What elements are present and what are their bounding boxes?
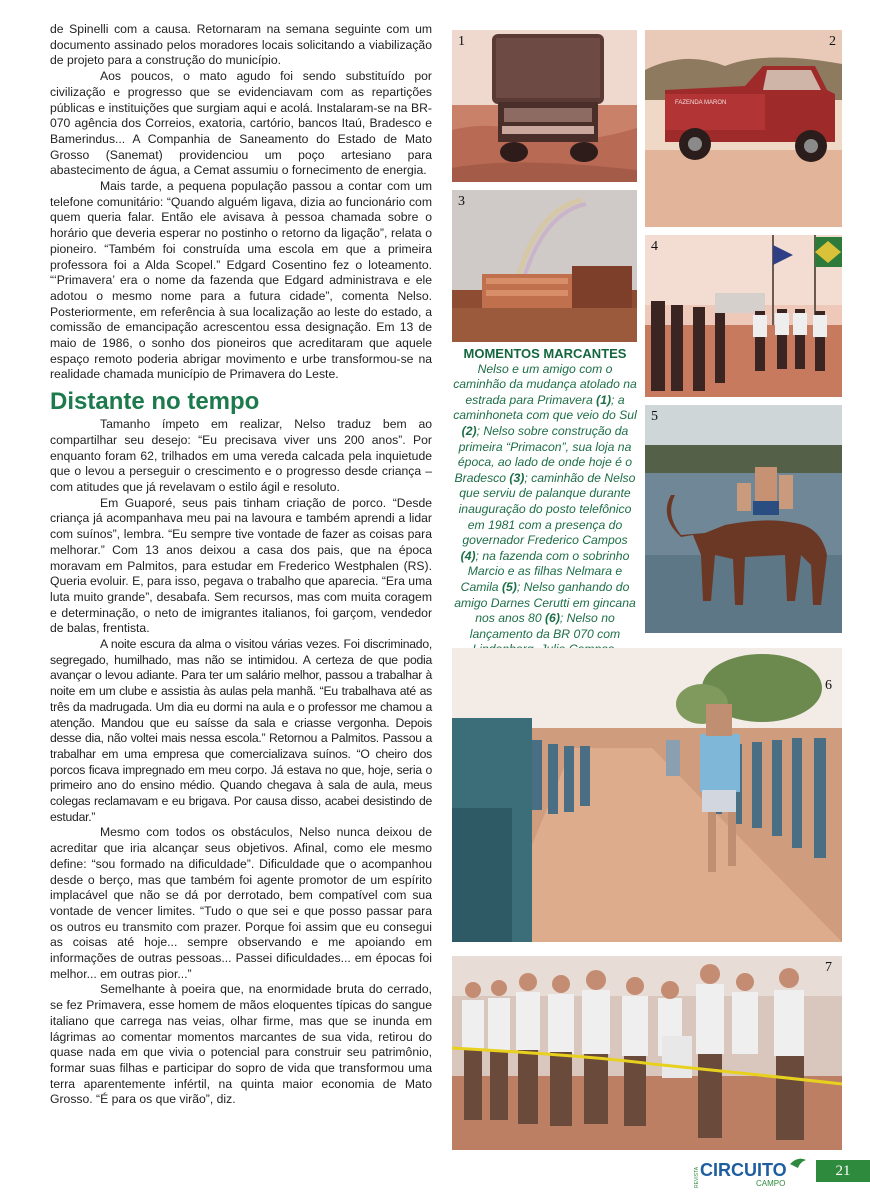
caption-text: ; Nelso sobre construção da primeira “Primacon”, sua loja na época, ao lado de onde hoje é o Bradesco [454, 423, 633, 485]
caption-title: MOMENTOS MARCANTES [463, 346, 627, 361]
photo-number: 4 [651, 239, 658, 254]
caption-text: ; Nelso no lançamento da BR 070 com [469, 611, 621, 641]
paragraph: Tamanho ímpeto em realizar, Nelso traduz bem ao compartilhar seu desejo: “Eu precisava viver uns 200 anos”. Por enquanto foram 62, trilhados em uma vereda calcada pela inquietude que o levou a perseguir o crescimento e o progresso desde criança – com atitudes que já revelavam o estilo ágil e resoluto. [50, 417, 432, 494]
photo-number: 6 [825, 678, 832, 693]
photo-number: 1 [458, 34, 465, 49]
truck-door-text: FAZENDA MARON [675, 100, 727, 106]
photo-number: 7 [825, 960, 832, 975]
photo-6-race [452, 648, 842, 942]
caption-ref: (6) [545, 611, 560, 626]
photo-number: 5 [651, 409, 658, 424]
logo-small-text: REVISTA [694, 1166, 700, 1188]
caption-ref: (5) [501, 579, 517, 594]
photo-number: 2 [829, 34, 836, 49]
caption-ref: (1) [596, 392, 612, 407]
photo-4-ceremony [645, 235, 842, 397]
paragraph: Semelhante à poeira que, na enormidade bruta do cerrado, se fez Primavera, esse homem de mãos eloquentes típicas do sangue italiano que carrega nas veias, olhar firme, mas que se inunda em lágrimas ao comentar momentos marcantes de sua vida, retirou do quase nada em que vivia o potencial para construir seu patrimônio, formar suas filhas e participar do sopro de vida que transformou uma terra aparentemente infértil, na quinta maior economia de Mato Grosso. “É para os que virão”, diz. [50, 982, 432, 1107]
photo-3-image [452, 190, 637, 342]
paragraph: Mesmo com todos os obstáculos, Nelso nunca deixou de acreditar que iria alcançar seus objetivos. Afinal, como ele mesmo define: “sou formado na dificuldade”. Dificuldade que o acompanhou desde o berço, mas que também foi agente promotor de um espírito implacável que não se dá por derrotado, bem compatível com sua vontade de vencer limites. “Tudo o que sei e que posso passar para os outros eu transmito com prazer. Porque foi assim que eu consegui as coisas até hoje... sempre observando e me apoiando em informações de outras pessoas... Passei dificuldades... em épocas foi melhor... em outras pior...” [50, 825, 432, 981]
photo-2-pickup [645, 30, 842, 227]
caption-text: ; a caminhoneta com que veio do Sul [453, 392, 637, 423]
caption-ref: (2) [461, 423, 477, 438]
paragraph: A noite escura da alma o visitou várias vezes. Foi discriminado, segregado, humilhado, mas não se intimidou. A certeza de que podia avançar o levou adiante. Para ter um salário melhor, passou a trabalhar à noite em um clube e assistia às aulas pela manhã. “Eu trabalhava até as três da madrugada. Um dia eu dormi na aula e o professor me chamou a atenção. Mandou que eu saísse da sala e criasse vergonha. Depois desse dia, não voltei mais nessa escola.” Retornou a Palmitos. Passou a trabalhar em uma empresa que comercializava suínos. “O cheiro dos porcos ficava impregnado em meu corpo. Já estava no que, hoje, seria o primeiro ano do ensino médio. Quando chegava à sala de aula, meus colegas reclamavam e eu brigava. Por causa disso, acabei desistindo de estudar.” [50, 637, 432, 824]
photo-5-horse [645, 405, 842, 633]
photo-7-ribbon-cutting [452, 956, 842, 1150]
caption-text: ; Nelso ganhando do amigo Darnes Cerutti em gincana nos anos 80 [454, 579, 636, 626]
caption-text: ; caminhão de Nelso que serviu de palanque durante inauguração do posto telefônico em 1981 com a presença do governador Frederico Campos [458, 470, 636, 548]
circuito-campo-logo [694, 1154, 812, 1188]
page-number: 21 [816, 1160, 870, 1182]
photo-7-image [452, 956, 842, 1150]
paragraph: de Spinelli com a causa. Retornaram na semana seguinte com um documento assinado pelos moradores locais solicitando a viabilização de projeto para a construção do município. [50, 22, 432, 68]
section-heading: Distante no tempo [50, 388, 260, 416]
paragraph: Mais tarde, a pequena população passou a contar com um telefone comunitário: “Quando alguém ligava, dizia ao funcionário com quem queria falar. Então ele avisava à pessoa chamada sobre o horário que deveria esperar no postinho o retorno da ligação”, relata o pioneiro. “Também foi construída uma escola em que a primeira professora foi a Alda Scopel.” Edgard Cosentino fez o loteamento. “‘Primavera’ era o nome da fazenda que Edgard administrava e ele adotou o mesmo nome para a futura cidade”, comenta Nelso. Posteriormente, em referência à sua localização ao leste do estado, a comissão de emancipação acrescentou essa designação. Em 13 de maio de 1986, o sonho dos pioneiros que acreditaram que aquele espaço remoto poderia abrigar movimento e urbe transformou-se na realidade chamada município de Primavera do Leste. [50, 179, 432, 382]
logo-sub-text: CAMPO [756, 1179, 786, 1188]
paragraph: Em Guaporé, seus pais tinham criação de porco. “Desde criança já acompanhava meu pai na lavoura e também aprendi a lidar com suínos”, lembra. “Eu sempre tive vontade de fazer as coisas para melhorar.” Com 13 anos deixou a casa dos pais, que na época moravam em Palmitos, para estudar em Frederico Westphalen (RS). Queria evoluir. E, para isso, pegava o trabalho que aparecia. “Era uma luta muito grande”, desabafa. Sem recursos, mas com muita coragem e determinação, o neto de imigrantes italianos, foi garçom, vendedor de balas, frentista. [50, 495, 432, 636]
photo-1-image [452, 30, 637, 182]
photo-3-construction [452, 190, 637, 342]
photo-6-image [452, 648, 842, 942]
logo-main-text: CIRCUITO [700, 1160, 787, 1180]
photo-5-image [645, 405, 842, 633]
caption-text: ; na fazenda com o sobrinho Marcio e as filhas Nelmara e Camila [460, 548, 630, 594]
photo-2-image [645, 30, 842, 227]
paragraph: Aos poucos, o mato agudo foi sendo substituído por civilização e progresso que se evidenciavam com as repartições públicas e instituições que surgiam aqui e acolá. Instalaram-se na BR-070 agência dos Correios, exatoria, cartório, bancos Itaú, Bradesco e Bamerindus... A Companhia de Saneamento do Estado de Mato Grosso (Sanemat) providenciou um poço artesiano para abastecimento de água, a Cemat assumiu o fornecimento de energia. [50, 69, 432, 178]
article-text-column [50, 22, 432, 1108]
photo-number: 3 [458, 194, 465, 209]
photo-1-truck [452, 30, 637, 182]
caption-ref: (3) [509, 470, 525, 485]
caption-text: Nelso e um amigo com o caminhão da mudança atolado na estrada para Primavera [453, 361, 637, 407]
caption-ref: (4) [460, 548, 476, 563]
photo-4-image [645, 235, 842, 397]
